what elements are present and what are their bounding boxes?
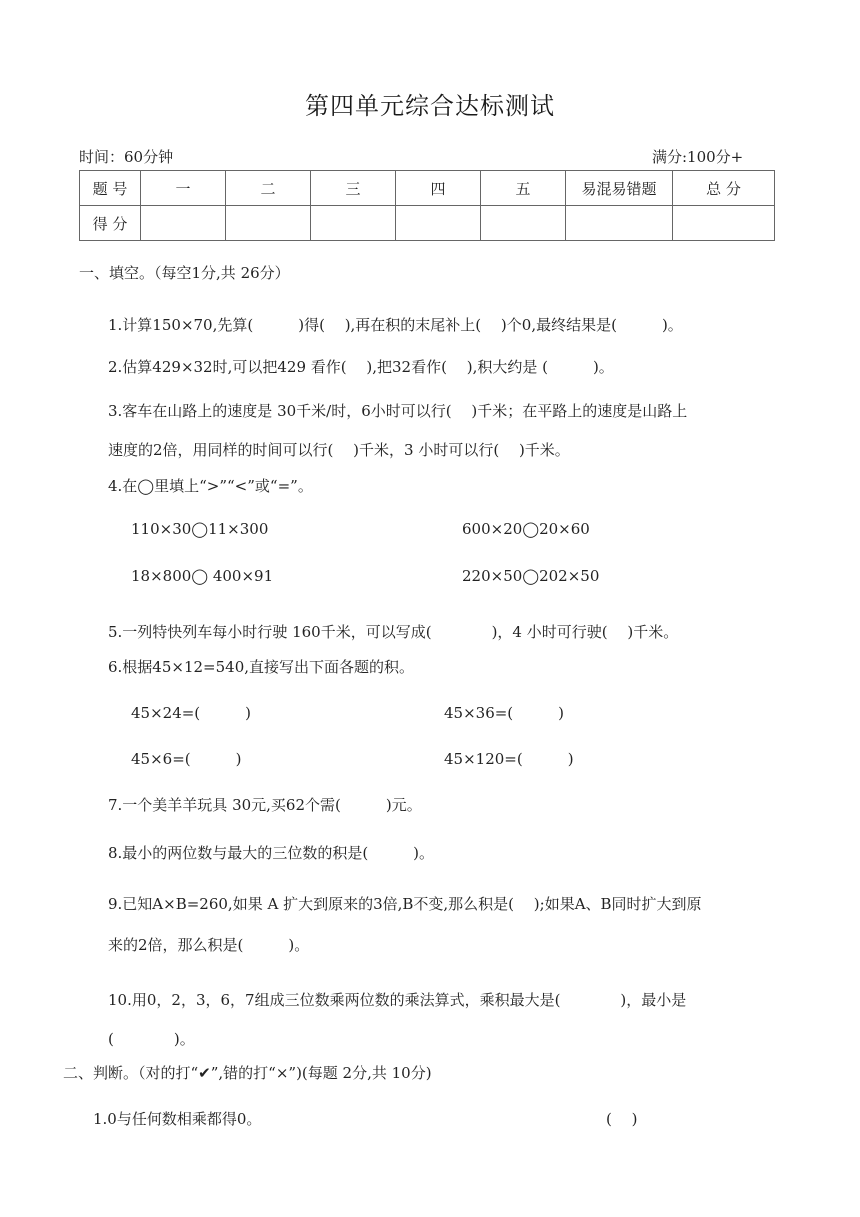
score-cell[interactable] <box>481 206 566 241</box>
question-1-3-line1: 3.客车在山路上的速度是 30千米/时，6小时可以行( )千米；在平路上的速度是山路上 <box>108 402 688 420</box>
score-table <box>79 170 775 241</box>
q4-item: 110×30◯11×300 <box>131 520 269 538</box>
page-title: 第四单元综合达标测试 <box>305 92 555 120</box>
q6-item: 45×24=( ) <box>131 704 252 722</box>
score-cell[interactable] <box>673 206 775 241</box>
score-header-cell: 题 号 <box>80 171 141 206</box>
question-1-8: 8.最小的两位数与最大的三位数的积是( )。 <box>108 844 435 862</box>
score-header-cell: 二 <box>226 171 311 206</box>
q4-item: 18×800◯ 400×91 <box>131 567 274 585</box>
score-row-label: 得 分 <box>80 206 141 241</box>
score-header-cell: 四 <box>396 171 481 206</box>
question-1-9-line2: 来的2倍，那么积是( )。 <box>108 936 310 954</box>
question-1-10-line1: 10.用0，2，3，6，7组成三位数乘两位数的乘法算式，乘积最大是( )，最小是 <box>108 991 687 1009</box>
full-score-label: 满分:100分+ <box>652 148 744 166</box>
score-cell[interactable] <box>566 206 673 241</box>
score-cell[interactable] <box>311 206 396 241</box>
question-1-5: 5.一列特快列车每小时行驶 160千米，可以写成( )，4 小时可行驶( )千米。 <box>108 623 679 641</box>
q4-item: 220×50◯202×50 <box>462 567 600 585</box>
question-1-4: 4.在◯里填上“>”“<”或“=”。 <box>108 477 313 495</box>
score-header-cell: 易混易错题 <box>566 171 673 206</box>
question-1-6: 6.根据45×12=540,直接写出下面各题的积。 <box>108 658 415 676</box>
question-1-7: 7.一个美羊羊玩具 30元,买62个需( )元。 <box>108 796 422 814</box>
q6-item: 45×120=( ) <box>444 750 574 768</box>
score-table-score-row <box>80 206 775 241</box>
score-cell[interactable] <box>226 206 311 241</box>
section-2-heading: 二、判断。（对的打“✔”,错的打“×”)(每题 2分,共 10分) <box>63 1064 432 1082</box>
q6-item: 45×36=( ) <box>444 704 565 722</box>
q4-item: 600×20◯20×60 <box>462 520 590 538</box>
time-label: 时间：60分钟 <box>79 148 174 166</box>
score-cell[interactable] <box>396 206 481 241</box>
score-header-cell: 三 <box>311 171 396 206</box>
score-header-cell: 一 <box>141 171 226 206</box>
question-2-1: 1.0与任何数相乘都得0。 <box>93 1110 262 1128</box>
score-header-cell: 总 分 <box>673 171 775 206</box>
score-header-cell: 五 <box>481 171 566 206</box>
question-1-2: 2.估算429×32时,可以把429 看作( ),把32看作( ),积大约是 ( )。 <box>108 358 614 376</box>
score-cell[interactable] <box>141 206 226 241</box>
section-1-heading: 一、填空。（每空1分,共 26分） <box>79 264 290 282</box>
question-2-1-answer-blank[interactable]: ( ) <box>606 1110 638 1128</box>
q6-item: 45×6=( ) <box>131 750 242 768</box>
question-1-9-line1: 9.已知A×B=260,如果 A 扩大到原来的3倍,B不变,那么积是( );如果A、B同时扩大到原 <box>108 895 702 913</box>
question-1-3-line2: 速度的2倍，用同样的时间可以行( )千米，3 小时可以行( )千米。 <box>108 441 570 459</box>
question-1-1: 1.计算150×70,先算( )得( ),再在积的末尾补上( )个0,最终结果是( )。 <box>108 316 683 334</box>
question-1-10-line2: ( )。 <box>108 1030 195 1048</box>
score-table-header-row <box>80 171 775 206</box>
